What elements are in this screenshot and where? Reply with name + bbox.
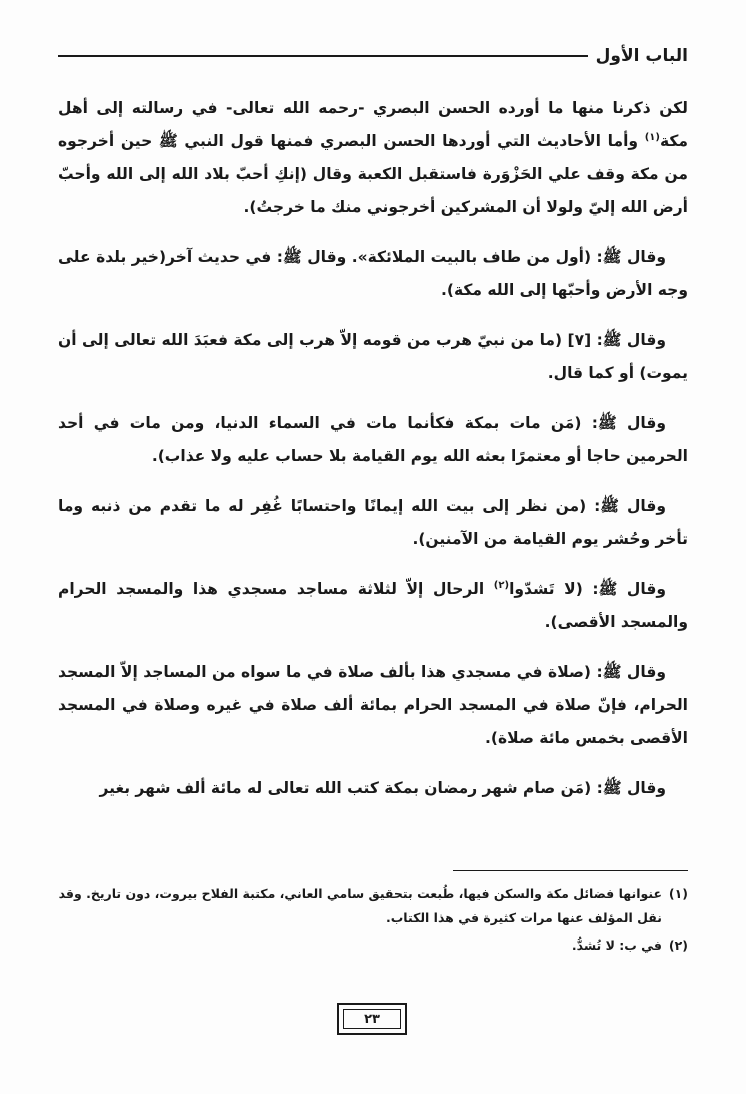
paragraph xyxy=(58,656,688,755)
page-number: ٢٣ xyxy=(343,1009,401,1029)
chapter-title: الباب الأول xyxy=(595,46,688,66)
paragraph-text: وقال ﷺ: (من نظر إلى بيت الله إيمانًا واحتسابًا غُفِر له ما تقدم من ذنبه وما تأخر وحُشر يوم القيامة من الآمنين). xyxy=(58,497,688,548)
paragraph-text: وقال ﷺ: (أول من طاف بالبيت الملائكة». وقال ﷺ: في حديث آخر(خير بلدة على وجه الأرض وأحبّها إلى الله مكة). xyxy=(58,248,688,299)
footnote xyxy=(58,934,688,958)
paragraph-text: لكن ذكرنا منها ما أورده الحسن البصري -رحمه الله تعالى- في رسالته إلى أهل مكة xyxy=(58,99,688,150)
paragraph-text: وقال ﷺ: (صلاة في مسجدي هذا بألف صلاة في ما سواه من المساجد إلاّ المسجد الحرام، فإنّ صلاة في المسجد الحرام بمائة ألف صلاة في غيره وصلاة في المسجد الأقصى بخمس مائة صلاة). xyxy=(58,663,688,747)
paragraph xyxy=(58,573,688,639)
header-rule xyxy=(58,55,588,57)
paragraph-text: وقال ﷺ: (لا تَشدّوا xyxy=(509,580,666,598)
footnote-text: عنوانها فضائل مكة والسكن فيها، طُبعت بتحقيق سامي العاني، مكتبة الفلاح بيروت، دون تاريخ. وقد نقل المؤلف عنها مرات كثيرة في هذا الكتاب. xyxy=(58,886,662,925)
footnote-ref: (٢) xyxy=(493,579,510,591)
paragraph-text: وقال ﷺ: (مَن صام شهر رمضان بمكة كتب الله تعالى له مائة ألف شهر بغير xyxy=(99,779,666,797)
footnote-number: (١) xyxy=(668,886,688,901)
paragraph xyxy=(58,241,688,307)
paragraph xyxy=(58,772,688,805)
paragraph xyxy=(58,407,688,473)
footnote-text: في ب: لا تُشدُّ. xyxy=(571,938,662,953)
footnote-ref: (١) xyxy=(644,131,660,143)
footnote-number: (٢) xyxy=(668,938,688,953)
paragraph-text: وأما الأحاديث التي أوردها الحسن البصري فمنها قول النبي ﷺ حين أخرجوه من مكة وقف علي الحَزْوَرة فاستقبل الكعبة وقال (إنكِ أحبّ بلاد الله إلى الله وأحبّ أرض الله إليّ ولولا أن المشركين أخرجوني منك ما خرجتُ). xyxy=(58,132,688,216)
footnote-separator xyxy=(453,870,688,871)
paragraph xyxy=(58,92,688,224)
paragraph xyxy=(58,324,688,390)
page-number-frame xyxy=(337,1003,407,1035)
footnotes xyxy=(58,882,688,962)
paragraph-text: وقال ﷺ: (مَن مات بمكة فكأنما مات في السماء الدنيا، ومن مات في أحد الحرمين حاجا أو معتمرًا بعثه الله يوم القيامة بلا حساب عليه ولا عذاب). xyxy=(58,414,688,465)
paragraph-text: وقال ﷺ: [٧] (ما من نبيّ هرب من قومه إلاّ هرب إلى مكة فعبَدَ الله تعالى إلى أن يموت) أو كما قال. xyxy=(58,331,688,382)
paragraph-text: الرحال إلاّ لثلاثة مساجد مسجدي هذا والمسجد الحرام والمسجد الأقصى). xyxy=(58,580,688,631)
main-text xyxy=(58,92,688,822)
running-header xyxy=(58,44,688,68)
footnote xyxy=(58,882,688,930)
paragraph xyxy=(58,490,688,556)
